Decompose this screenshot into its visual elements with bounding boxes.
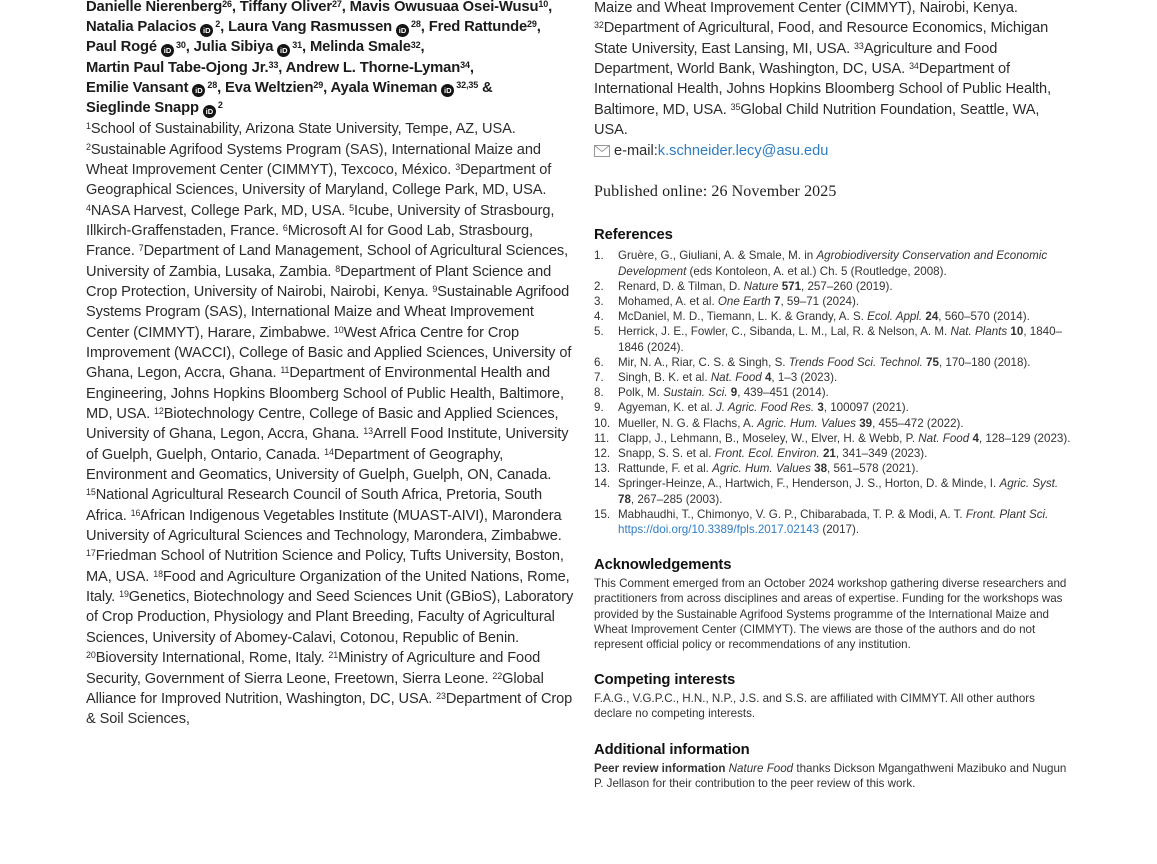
- reference-number: 6.: [594, 355, 604, 369]
- superscript-affiliation-number: 29: [313, 80, 324, 91]
- published-date: Published online: 26 November 2025: [594, 183, 837, 201]
- reference-text: Springer-Heinze, A., Hartwich, F., Henderson, J. S., Horton, D. & Minde, I. Agric. Syst. 78, 267–285 (2003).: [618, 477, 1059, 506]
- reference-text: Singh, B. K. et al. Nat. Food 4, 1–3 (2023).: [618, 371, 838, 385]
- superscript-affiliation-number: 4: [86, 202, 91, 213]
- superscript-affiliation-number: 29: [527, 19, 537, 30]
- orcid-icon: iD: [396, 24, 409, 37]
- reference-text: Rattunde, F. et al. Agric. Hum. Values 38, 561–578 (2021).: [618, 462, 919, 476]
- superscript-affiliation-number: 2: [217, 100, 223, 111]
- email-link[interactable]: k.schneider.lecy@asu.edu: [657, 143, 829, 160]
- superscript-affiliation-number: 22: [492, 670, 503, 681]
- affiliations-left: $^1$School of Sustainability, Arizona State University, Tempe, AZ, USA. $^2$Sustainable Agrifood Systems Program (SAS), International Maize and Wheat Improvement Center (CIMMYT), Texcoco, México. $^3$Department of Geographical Sciences, University of Maryland, College Park, MD, USA. $^4$NASA Harvest, College Park, MD, USA. $^5$Icube, University of Strasbourg, Illkirch-Graffenstaden, France. $^6$Microsoft AI for Good Lab, Strasbourg, France. $^7$Department of Land Management, School of Agricultural Sciences, University of Zambia, Lusaka, Zambia. $^8$Department of Plant Science and Crop Protection, University of Nairobi, Nairobi, Kenya. $^9$Sustainable Agrifood Systems Program (SAS), International Maize and Wheat Improvement Center (CIMMYT), Harare, Zimbabwe. $^{10}$West Africa Centre for Crop Improvement (WACCI), College of Basic and Applied Sciences, University of Ghana, Legon, Accra, Ghana. $^{11}$Department of Environmental Health and Engineering, Johns Hopkins Bloomberg School of Public Health, Baltimore, MD, USA. $^{12}$Biotechnology Centre, College of Basic and Applied Sciences, University of Ghana, Legon, Accra, Ghana. $^{13}$Arrell Food Institute, University of Guelph, Guelph, Ontario, Canada. $^{14}$Department of Geography, Environment and Geomatics, University of Guelph, Guelph, ON, Canada. $^{15}$National Agricultural Research Council of South Africa, Pretoria, South Africa. $^{16}$African Indigenous Vegetables Institute (MUAST-AIVI), Marondera University of Agricultural Sciences and Technology, Marondera, Zimbabwe. $^{17}$Friedman School of Nutrition Science and Policy, Tufts University, Boston, MA, USA. $^{18}$Food and Agriculture Organization of the United Nations, Rome, Italy. $^{19}$Genetics, Biotechnology and Seed Sciences Unit (GBioS), Laboratory of Crop Production, Physiology and Plant Breeding, Faculty of Agricultural Sciences, University of Abomey-Calavi, Cotonou, Republic of Benin. $^{20}$Bioversity International, Rome, Italy. $^{21}$Ministry of Agriculture and Food Security, Government of Sierra Leone, Freetown, Sierra Leone. $^{22}$Global Alliance for Improved Nutrition, Washington, DC, USA. $^{23}$Department of Crop & Soil Sciences,: [86, 121, 574, 728]
- reference-number: 11.: [594, 431, 610, 445]
- superscript-affiliation-number: 16: [130, 507, 141, 518]
- superscript-affiliation-number: 13: [363, 426, 373, 437]
- superscript-affiliation-number: 28: [207, 80, 218, 91]
- superscript-affiliation-number: 19: [119, 589, 129, 600]
- reference-number: 3.: [594, 295, 604, 309]
- competing-interests-heading: Competing interests: [594, 672, 736, 689]
- orcid-icon: iD: [277, 44, 290, 57]
- reference-number: 10.: [594, 416, 611, 430]
- reference-item: [594, 431, 1076, 446]
- reference-text: Gruère, G., Giuliani, A. & Smale, M. in Agrobiodiversity Conservation and Economic Development (eds Kontoleon, A. et al.) Ch. 5 (Routledge, 2008).: [618, 249, 1048, 278]
- left-column: [86, 0, 575, 791]
- reference-text: Mohamed, A. et al. One Earth 7, 59–71 (2024).: [618, 295, 860, 309]
- superscript-affiliation-number: 2: [215, 19, 221, 30]
- reference-text: Mabhaudhi, T., Chimonyo, V. G. P., Chibarabada, T. P. & Modi, A. T. Front. Plant Sci. https://doi.org/10.3389/fpls.2017.02143 (2017).: [618, 507, 1049, 537]
- reference-number: 2.: [594, 279, 604, 293]
- superscript-affiliation-number: 26: [222, 0, 232, 10]
- reference-item: [594, 294, 1076, 309]
- references-list: [594, 248, 1076, 537]
- orcid-icon: iD: [192, 84, 205, 97]
- reference-text: Agyeman, K. et al. J. Agric. Food Res. 3, 100097 (2021).: [618, 401, 909, 415]
- additional-information-text: Peer review information Nature Food thanks Dickson Mgangathweni Mazibuko and Nugun P. Jellason for their contribution to the peer review of this work.: [594, 761, 1067, 790]
- orcid-icon: iD: [203, 105, 216, 118]
- reference-item: [594, 279, 1076, 294]
- reference-number: 9.: [594, 401, 604, 415]
- superscript-affiliation-number: 12: [154, 406, 164, 417]
- reference-number: 14.: [594, 477, 611, 491]
- references-heading: References: [594, 227, 673, 244]
- superscript-affiliation-number: 14: [324, 446, 334, 457]
- superscript-affiliation-number: 9: [432, 283, 438, 294]
- author-list: [86, 0, 575, 118]
- superscript-affiliation-number: 27: [331, 0, 342, 10]
- superscript-affiliation-number: 11: [280, 365, 290, 376]
- author-line: Paul Rogé $iD^{30}$, Julia Sibiya $iD^{31}$, Melinda Smale$^{32}$,: [86, 39, 425, 56]
- reference-item: [594, 370, 1076, 385]
- reference-text: Mueller, N. G. & Flachs, A. Agric. Hum. Values 39, 455–472 (2022).: [618, 416, 964, 430]
- reference-number: 5.: [594, 325, 604, 339]
- reference-number: 13.: [594, 462, 611, 476]
- superscript-affiliation-number: 32: [410, 39, 421, 50]
- reference-number: 12.: [594, 447, 611, 461]
- superscript-affiliation-number: 6: [282, 222, 288, 233]
- competing-interests-text: F.A.G., V.G.P.C., H.N., N.P., J.S. and S.S. are affiliated with CIMMYT. All other authors declare no competing interests.: [594, 692, 1035, 721]
- reference-number: 1.: [594, 249, 604, 263]
- superscript-affiliation-number: 35: [730, 101, 741, 112]
- author-line: Sieglinde Snapp $iD^2$: [86, 100, 223, 117]
- superscript-affiliation-number: 3: [455, 161, 461, 172]
- affiliations-right: Maize and Wheat Improvement Center (CIMMYT), Nairobi, Kenya. $^{32}$Department of Agricultural, Food, and Resource Economics, Michigan State University, East Lansing, MI, USA. $^{33}$Agriculture and Food Department, World Bank, Washington, DC, USA. $^{34}$Department of International Health, Johns Hopkins Bloomberg School of Public Health, Baltimore, MD, USA. $^{35}$Global Child Nutrition Foundation, Seattle, WA, USA.: [594, 0, 1052, 139]
- reference-item: [594, 476, 1076, 506]
- reference-item: [594, 309, 1076, 324]
- reference-text: Snapp, S. S. et al. Front. Ecol. Environ. 21, 341–349 (2023).: [618, 447, 928, 461]
- superscript-affiliation-number: 32,35: [456, 80, 479, 91]
- additional-information-heading: Additional information: [594, 741, 750, 758]
- reference-item: [594, 400, 1076, 415]
- reference-text: Polk, M. Sustain. Sci. 9, 439–451 (2014).: [618, 386, 829, 400]
- reference-item: [594, 385, 1076, 400]
- acknowledgements-heading: Acknowledgements: [594, 557, 732, 574]
- reference-item: [594, 324, 1076, 354]
- superscript-affiliation-number: 10: [333, 324, 344, 335]
- reference-item: [594, 416, 1076, 431]
- superscript-affiliation-number: 33: [854, 40, 864, 51]
- reference-text: McDaniel, M. D., Tiemann, L. K. & Grandy, A. S. Ecol. Appl. 24, 560–570 (2014).: [618, 310, 1030, 324]
- author-line: Danielle Nierenberg$^{26}$, Tiffany Oliver$^{27}$, Mavis Owusuaa Osei-Wusu$^{10}$,: [86, 0, 553, 15]
- superscript-affiliation-number: 10: [538, 0, 549, 10]
- superscript-affiliation-number: 7: [138, 243, 144, 254]
- reference-number: 8.: [594, 386, 604, 400]
- author-line: Emilie Vansant $iD^{28}$, Eva Weltzien$^{29}$, Ayala Wineman iD$^{32,35}$ &: [86, 79, 493, 96]
- reference-number: 7.: [594, 371, 604, 385]
- superscript-affiliation-number: 23: [436, 690, 446, 701]
- author-line: Natalia Palacios $iD^2$, Laura Vang Rasmussen $iD^{28}$, Fred Rattunde$^{29}$,: [86, 19, 541, 36]
- reference-number: 4.: [594, 310, 604, 324]
- reference-text: Mir, N. A., Riar, C. S. & Singh, S. Trends Food Sci. Technol. 75, 170–180 (2018).: [618, 355, 1031, 369]
- superscript-affiliation-number: 17: [86, 548, 96, 559]
- reference-text: Herrick, J. E., Fowler, C., Sibanda, L. M., Lal, R. & Nelson, A. M. Nat. Plants 10, 1840–1846 (2024).: [618, 325, 1063, 354]
- acknowledgements-text: This Comment emerged from an October 2024 workshop gathering diverse researchers and practitioners from across disciplines and areas of expertise. Funding for the workshops was provided by the Sustainable Agrifood Systems programme of the International Maize and Wheat Improvement Center (CIMMYT). The views are those of the authors and do not represent official policy or recommendations of any institution.: [594, 577, 1067, 652]
- reference-item: [594, 248, 1076, 278]
- email-line: [594, 143, 1076, 159]
- reference-text: Clapp, J., Lehmann, B., Moseley, W., Elver, H. & Webb, P. Nat. Food 4, 128–129 (2023).: [618, 431, 1071, 445]
- reference-text: Renard, D. & Tilman, D. Nature 571, 257–260 (2019).: [618, 279, 893, 293]
- author-line: Martin Paul Tabe-Ojong Jr.$^{33}$, Andrew L. Thorne-Lyman$^{34}$,: [86, 59, 474, 76]
- reference-item: [594, 355, 1076, 370]
- superscript-affiliation-number: 5: [349, 202, 354, 213]
- orcid-icon: iD: [200, 24, 213, 37]
- email-label: e-mail:: [614, 143, 658, 160]
- doi-link[interactable]: https://doi.org/10.3389/fpls.2017.02143: [618, 523, 820, 537]
- superscript-affiliation-number: 34: [460, 59, 470, 70]
- right-column: [594, 0, 1076, 791]
- superscript-affiliation-number: 15: [86, 487, 96, 498]
- superscript-affiliation-number: 20: [86, 650, 96, 661]
- superscript-affiliation-number: 2: [86, 141, 91, 152]
- superscript-affiliation-number: 1: [86, 121, 91, 132]
- reference-item: [594, 461, 1076, 476]
- superscript-affiliation-number: 18: [153, 568, 163, 579]
- reference-item: [594, 507, 1076, 537]
- superscript-affiliation-number: 32: [594, 20, 604, 31]
- superscript-affiliation-number: 33: [268, 59, 279, 70]
- superscript-affiliation-number: 8: [335, 263, 341, 274]
- superscript-affiliation-number: 21: [328, 650, 339, 661]
- orcid-icon: iD: [441, 84, 454, 97]
- reference-item: [594, 446, 1076, 461]
- superscript-affiliation-number: 31: [292, 39, 303, 50]
- superscript-affiliation-number: 30: [176, 39, 186, 50]
- envelope-icon: [594, 145, 610, 157]
- orcid-icon: iD: [161, 44, 174, 57]
- superscript-affiliation-number: 34: [909, 61, 919, 72]
- superscript-affiliation-number: 28: [411, 19, 421, 30]
- reference-number: 15.: [594, 507, 611, 521]
